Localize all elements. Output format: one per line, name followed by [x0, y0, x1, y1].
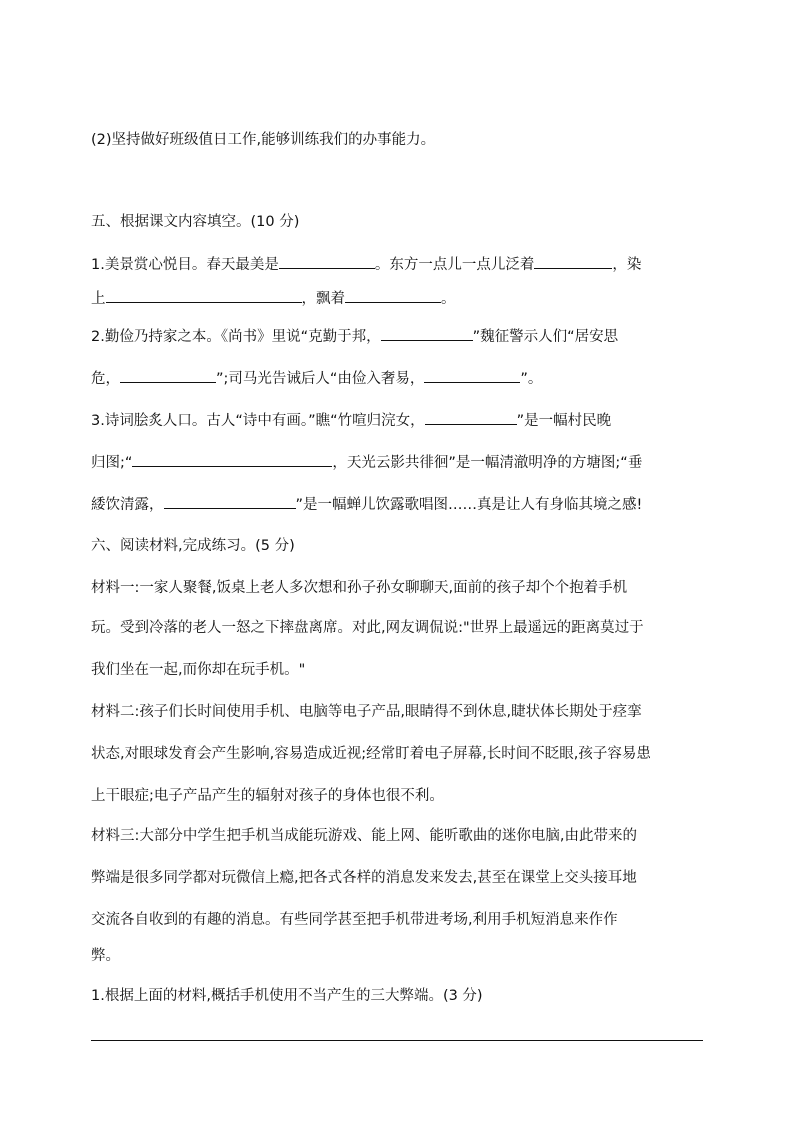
section-6-title: 六、阅读材料,完成练习。(5 分) — [91, 538, 295, 554]
text-segment: 上 — [91, 291, 106, 307]
fill-blank[interactable] — [381, 326, 473, 341]
material-1-line-1: 材料一:一家人聚餐,饭桌上老人多次想和孙子孙女聊聊天,面前的孩子却个个抱着手机 — [91, 580, 628, 596]
question-2-text: (2)坚持做好班级值日工作,能够训练我们的办事能力。 — [91, 132, 436, 148]
fill-blank[interactable] — [424, 368, 520, 383]
fill-blank[interactable] — [345, 288, 441, 303]
section-5-item-3-line-2 — [91, 452, 642, 473]
text-segment: 2.勤俭乃持家之本。《尚书》里说“克勤于邦， — [91, 329, 381, 345]
material-2-line-2: 状态,对眼球发育会产生影响,容易造成近视;经常盯着电子屏幕,长时间不眨眼,孩子容易患 — [91, 746, 651, 762]
text-segment: 1.美景赏心悦目。春天最美是 — [91, 257, 279, 273]
fill-blank[interactable] — [132, 452, 332, 467]
section-5-item-3-line-1 — [91, 410, 611, 431]
material-3-line-4: 弊。 — [91, 948, 120, 964]
fill-blank[interactable] — [164, 494, 296, 509]
text-segment: 3.诗词脍炙人口。古人“诗中有画。”瞧“竹喧归浣女， — [91, 413, 425, 429]
section-6-question-1: 1.根据上面的材料,概括手机使用不当产生的三大弊端。(3 分) — [91, 988, 483, 1004]
section-5-item-2-line-1 — [91, 326, 618, 347]
text-segment: 危， — [91, 371, 120, 387]
text-segment: 。东方一点儿一点儿泛着 — [374, 257, 535, 273]
text-segment: ，飘着 — [301, 291, 345, 307]
material-2-line-3: 上干眼症;电子产品产生的辐射对孩子的身体也很不利。 — [91, 788, 444, 804]
section-5-item-3-line-3 — [91, 494, 642, 515]
material-3-line-1: 材料三:大部分中学生把手机当成能玩游戏、能上网、能听歌曲的迷你电脑,由此带来的 — [91, 828, 637, 844]
section-5-item-2-line-2 — [91, 368, 542, 389]
section-5-item-1-line-1 — [91, 254, 641, 275]
answer-line[interactable] — [91, 1040, 703, 1041]
material-2-line-1: 材料二:孩子们长时间使用手机、电脑等电子产品,眼睛得不到休息,睫状体长期处于痉挛 — [91, 704, 642, 720]
material-3-line-3: 交流各自收到的有趣的消息。有些同学甚至把手机带进考场,利用手机短消息来作作 — [91, 912, 618, 928]
text-segment: ”魏征警示人们“居安思 — [472, 329, 619, 345]
section-5-title: 五、根据课文内容填空。(10 分) — [91, 214, 300, 230]
text-segment: ”;司马光告诫后人“由俭入奢易， — [216, 371, 425, 387]
fill-blank[interactable] — [106, 288, 302, 303]
fill-blank[interactable] — [425, 410, 517, 425]
fill-blank[interactable] — [120, 368, 216, 383]
text-segment: 。 — [441, 291, 456, 307]
material-3-line-2: 弊端是很多同学都对玩微信上瘾,把各式各样的消息发来发去,甚至在课堂上交头接耳地 — [91, 870, 637, 886]
fill-blank[interactable] — [279, 254, 375, 269]
material-1-line-2: 玩。受到冷落的老人一怒之下摔盘离席。对此,网友调侃说:"世界上最遥远的距离莫过于 — [91, 620, 644, 636]
section-5-item-1-line-2 — [91, 288, 456, 309]
text-segment: ”是一幅村民晚 — [516, 413, 612, 429]
text-segment: ，天光云影共徘徊”是一幅清澈明净的方塘图;“垂 — [332, 455, 643, 471]
text-segment: ”是一幅蝉儿饮露歌唱图……真是让人有身临其境之感! — [295, 497, 643, 513]
text-segment: ，染 — [612, 257, 642, 273]
material-1-line-3: 我们坐在一起,而你却在玩手机。" — [91, 662, 306, 678]
text-segment: 归图;“ — [91, 455, 133, 471]
text-segment: ”。 — [520, 371, 543, 387]
fill-blank[interactable] — [534, 254, 612, 269]
text-segment: 緌饮清露， — [91, 497, 164, 513]
